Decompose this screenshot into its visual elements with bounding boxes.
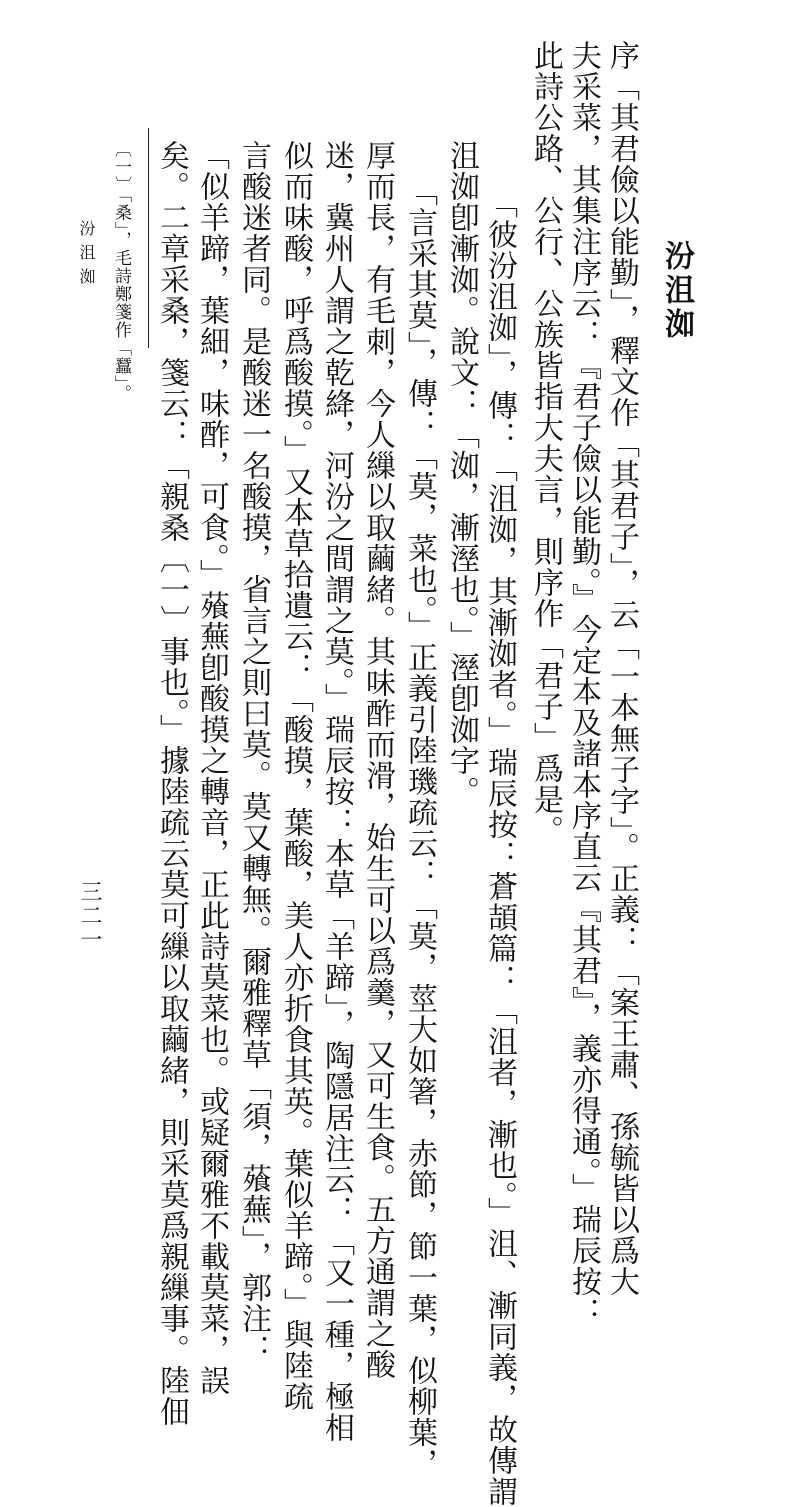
text-column-8: 迷，冀州人謂之乾絳，河汾之間謂之莫。」瑞辰按：本草「羊蹄」，陶隱居注云：「又一種，極相: [319, 140, 354, 1443]
running-head: 汾沮洳: [77, 220, 96, 292]
text-column-9: 似而味酸，呼爲酸摸。」又本草拾遺云：「酸摸，葉酸，美人亦折食其英。葉似羊蹄。」與陸疏: [278, 140, 313, 1412]
text-column-11: 「似羊蹄，葉細，味酢，可食。」蕵蕪卽酸摸之轉音，正此詩莫菜也。或疑爾雅不載莫菜，誤: [194, 140, 229, 1396]
text-column-2: 夫采菜，其集注序云：『君子儉以能勤。』今定本及諸本序直云『其君』，義亦得通。」瑞辰按：: [566, 40, 601, 1328]
text-column-5: 沮洳卽漸洳。說文：「洳，漸溼也。」溼卽洳字。: [444, 140, 479, 807]
text-column-12: 矣。二章采桑，箋云：「親桑〔一〕事也。」據陸疏云莫可繅以取繭緒，則采莫爲親繅事。陸佃: [154, 140, 189, 1427]
text-column-1: 序「其君儉以能勤」，釋文作「其君子」，云「一本無子字」。正義：「案王肅、孫毓皆以爲大: [604, 40, 639, 1297]
footnote: 〔一〕「桑」，毛詩鄭箋作「蠶」。: [111, 140, 131, 403]
text-column-3: 此詩公路、公行、公族皆指大夫言，則序作「君子」爲是。: [528, 40, 563, 846]
text-column-4: 「彼汾沮洳」，傳：「沮洳，其漸洳者。」瑞辰按：蒼頡篇：「沮者，漸也。」沮、漸同義，故傳謂: [482, 188, 517, 1507]
text-column-7: 厚而長，有毛刺，今人繅以取繭緒。其味酢而滑，始生可以爲羹，又可生食。五方通謂之酸: [360, 140, 395, 1380]
text-column-10: 言酸迷者同。是酸迷一名酸摸，省言之則曰莫。莫又轉無。爾雅釋草「須，蕵蕪」，郭注：: [236, 140, 271, 1365]
footnote-divider: [148, 128, 149, 348]
page-title: 汾沮洳: [659, 240, 694, 342]
page-number: 三二一: [77, 880, 102, 952]
text-column-6: 「言采其莫」，傳：「莫，菜也。」正義引陸璣疏云：「莫，莖大如箸，赤節，節一葉，似柳葉，: [402, 176, 437, 1479]
